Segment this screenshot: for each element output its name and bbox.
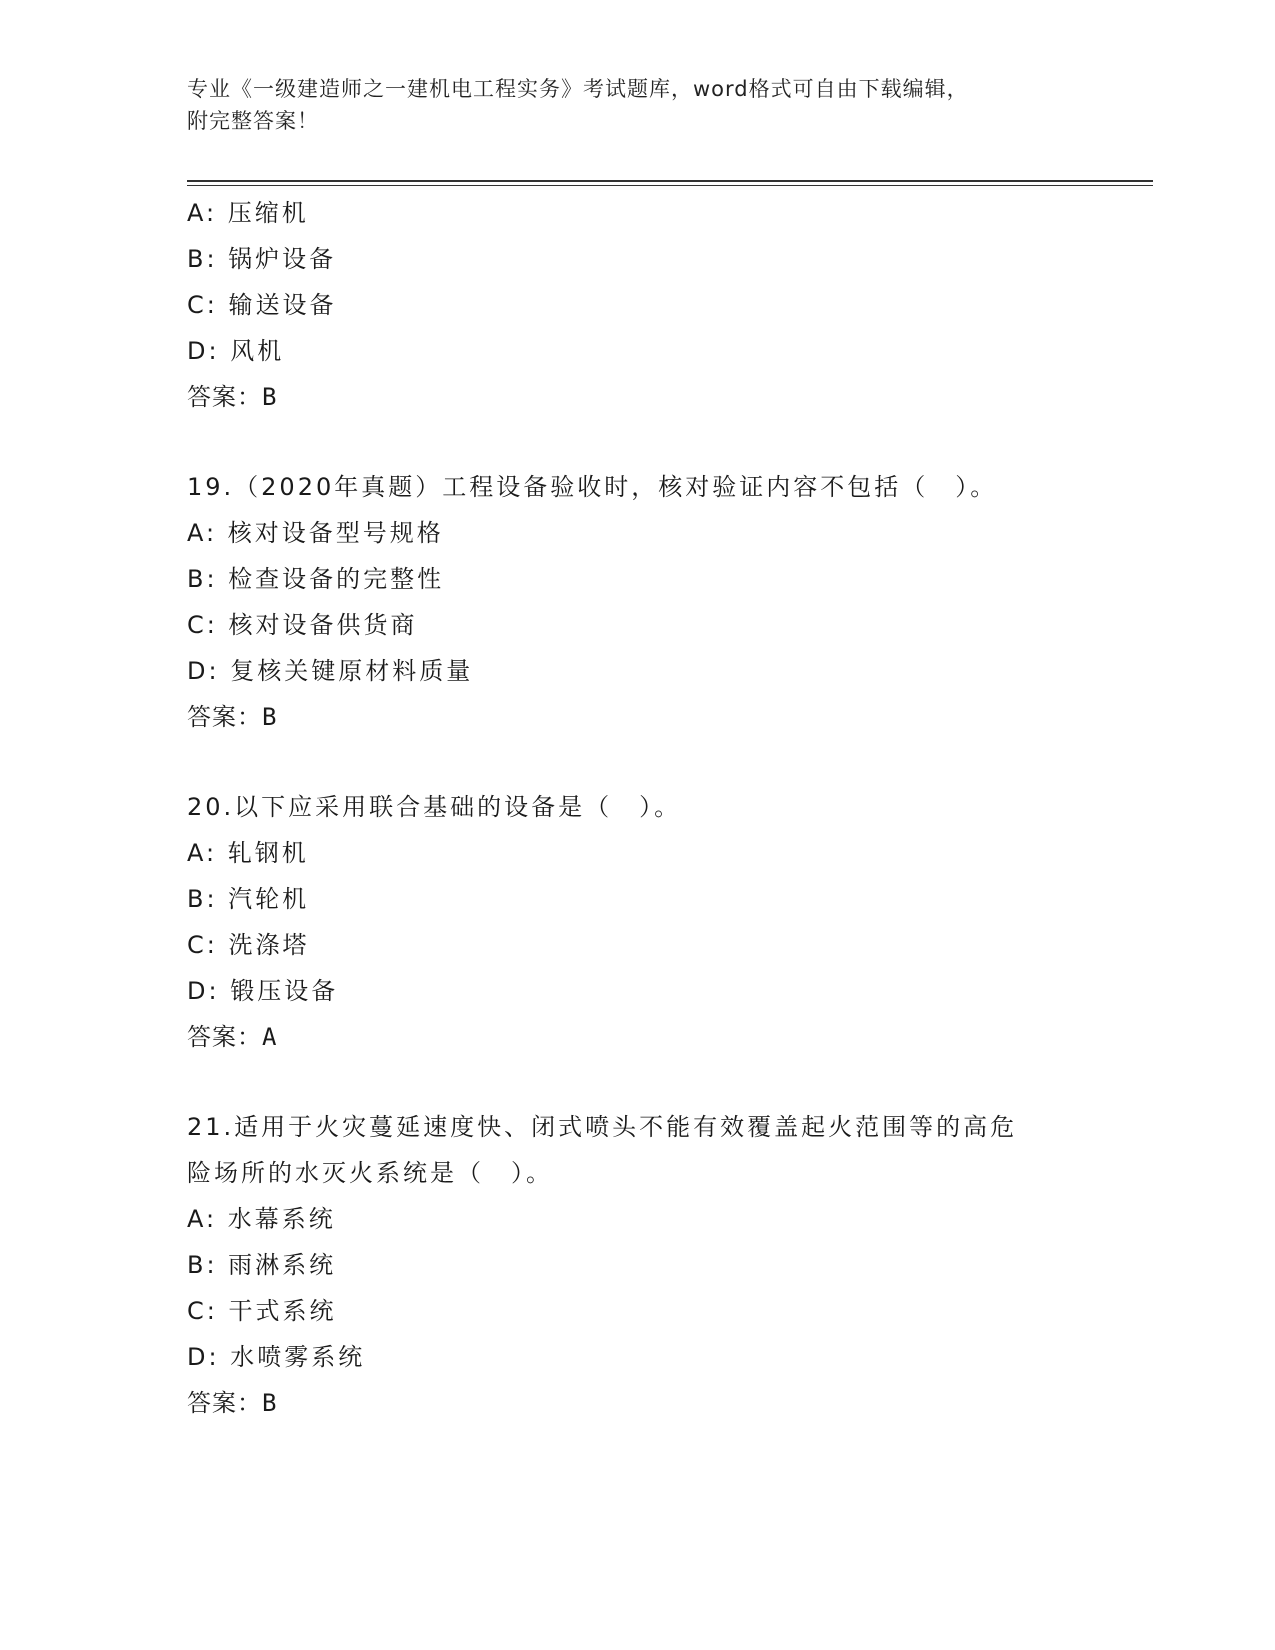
- option-c: C: 输送设备: [187, 291, 337, 319]
- answer-value: B: [262, 703, 278, 731]
- answer-label: 答案：: [187, 383, 262, 411]
- option-c: C: 核对设备供货商: [187, 611, 418, 639]
- question-list: [187, 190, 1087, 1426]
- option-b: B: 检查设备的完整性: [187, 565, 445, 593]
- header-line-2: 附完整答案！: [187, 109, 319, 133]
- option-b: B: 汽轮机: [187, 885, 310, 913]
- option-a: A: 水幕系统: [187, 1205, 336, 1233]
- question-text: 19.（2020年真题）工程设备验收时，核对验证内容不包括（ ）。: [187, 473, 998, 501]
- option-c: C: 洗涤塔: [187, 931, 310, 959]
- document-header: [187, 73, 1087, 137]
- question-21: [187, 1104, 1087, 1426]
- option-b: B: 锅炉设备: [187, 245, 337, 273]
- question-text: 20.以下应采用联合基础的设备是（ ）。: [187, 793, 682, 821]
- question-18: [187, 190, 1087, 420]
- option-d: D: 锻压设备: [187, 977, 339, 1005]
- answer-line: [187, 374, 1087, 420]
- question-text-line-2: 险场所的水灭火系统是（ ）。: [187, 1159, 553, 1187]
- answer-value: B: [262, 1389, 278, 1417]
- question-text-line-1: 21.适用于火灾蔓延速度快、闭式喷头不能有效覆盖起火范围等的高危: [187, 1113, 1018, 1141]
- option-d: D: 水喷雾系统: [187, 1343, 366, 1371]
- answer-label: 答案：: [187, 1389, 262, 1417]
- header-divider-thick: [187, 180, 1153, 182]
- option-c: C: 干式系统: [187, 1297, 337, 1325]
- answer-line: [187, 1014, 1087, 1060]
- option-a: A: 压缩机: [187, 199, 309, 227]
- answer-label: 答案：: [187, 703, 262, 731]
- answer-value: B: [262, 383, 278, 411]
- header-line-1: 专业《一级建造师之一建机电工程实务》考试题库，word格式可自由下载编辑，: [187, 77, 969, 101]
- answer-label: 答案：: [187, 1023, 262, 1051]
- question-19: [187, 464, 1087, 740]
- answer-value: A: [262, 1023, 278, 1051]
- answer-line: [187, 694, 1087, 740]
- option-b: B: 雨淋系统: [187, 1251, 337, 1279]
- option-d: D: 复核关键原材料质量: [187, 657, 474, 685]
- question-20: [187, 784, 1087, 1060]
- answer-line: [187, 1380, 1087, 1426]
- header-divider-thin: [187, 185, 1153, 186]
- option-a: A: 轧钢机: [187, 839, 309, 867]
- option-d: D: 风机: [187, 337, 285, 365]
- option-a: A: 核对设备型号规格: [187, 519, 444, 547]
